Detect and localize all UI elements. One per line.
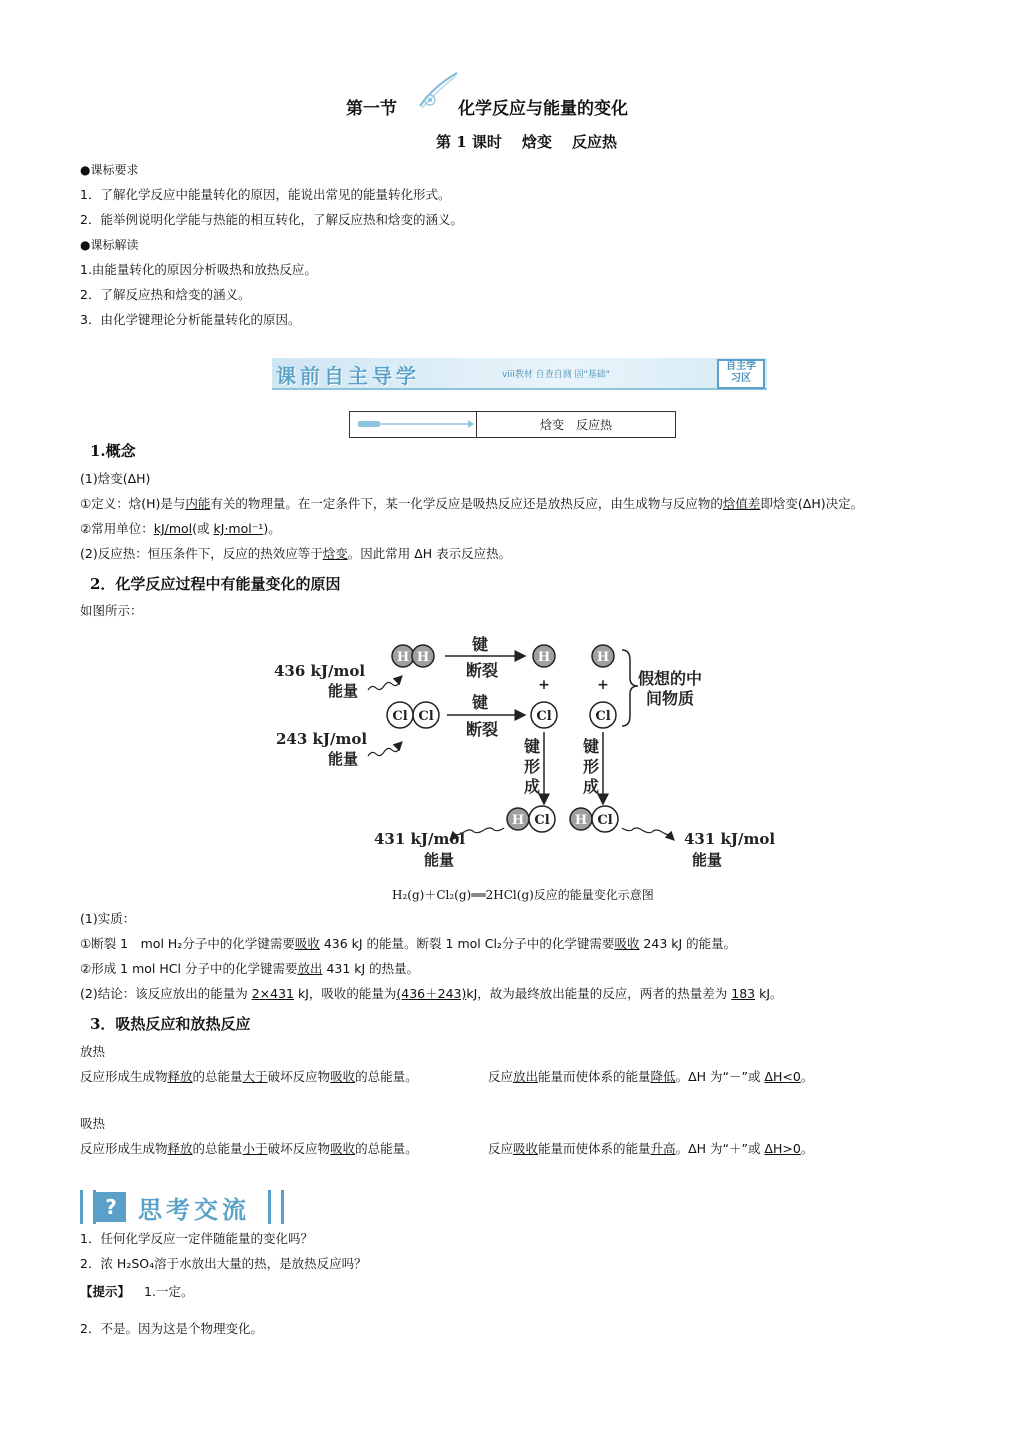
brace-icon [622, 650, 638, 726]
def-part-c: 即焓变(ΔH)决定。 [760, 496, 864, 511]
exo-r-a: 反应 [488, 1069, 514, 1084]
hcl-energy-out-1: 431 kJ/mol [374, 830, 466, 848]
endo-r-u1: 吸收 [513, 1141, 539, 1156]
essence-1-u2: 吸收 [614, 936, 640, 951]
question-icon: ? [96, 1192, 126, 1222]
conclusion-u1: 2×431 [251, 986, 294, 1001]
interpretation-item-2: 2．了解反应热和焓变的涵义。 [80, 287, 251, 302]
essence-1-c: 243 kJ 的能量。 [639, 936, 737, 951]
enthalpy-label: (1)焓变(ΔH) [80, 471, 151, 486]
exothermic-left [80, 1069, 418, 1085]
exo-l-a: 反应形成生成物 [80, 1069, 168, 1084]
endo-l-b: 的总能量 [192, 1141, 243, 1156]
plus-1: + [538, 677, 550, 693]
energy-change-diagram [260, 622, 790, 882]
def-underline-internal-energy: 内能 [185, 496, 211, 511]
interpretation-heading: ●课标解读 [80, 238, 139, 252]
form-label-2a: 键 [582, 737, 600, 756]
endothermic-right [488, 1141, 813, 1157]
section-box-arrow-cell [350, 412, 477, 437]
exo-r-d: 。 [800, 1069, 814, 1084]
banner-title: 课前自主导学 [276, 364, 420, 388]
endo-l-u2: 小于 [242, 1141, 268, 1156]
atom-h-mid-2-label: H [596, 650, 610, 665]
endo-r-a: 反应 [488, 1141, 514, 1156]
double-bar-icon [80, 1190, 96, 1224]
def-part-b: 有关的物理量。在一定条件下，某一化学反应是吸热反应还是放热反应，由生成物与反应物的 [210, 496, 723, 511]
form-label-2b: 形 [582, 757, 600, 776]
hcl-1-cl-label: Cl [534, 813, 550, 828]
atom-cl-mid-1-label: Cl [536, 709, 552, 724]
endo-l-d: 的总能量。 [355, 1141, 418, 1156]
requirements-heading: ●课标要求 [80, 163, 139, 177]
endo-l-a: 反应形成生成物 [80, 1141, 168, 1156]
hcl-2-h-label: H [574, 813, 588, 828]
endo-l-u3: 吸收 [330, 1141, 356, 1156]
exothermic-label: 放热 [80, 1044, 106, 1059]
pre-class-banner [272, 358, 767, 390]
exo-r-u1: 放出 [513, 1069, 539, 1084]
heat-part-b: 。因此常用 ΔH 表示反应热。 [347, 546, 512, 561]
clcl-energy-value: 243 kJ/mol [276, 730, 368, 748]
atom-h-1-label: H [396, 650, 410, 665]
conclusion-c: kJ，故为最终放出能量的反应，两者的热量差为 [466, 986, 732, 1001]
essence-2-a: ②形成 1 mol HCl 分子中的化学键需要 [80, 961, 298, 976]
hcl-energy-out-2: 431 kJ/mol [684, 830, 776, 848]
essence-line-1 [80, 936, 736, 952]
reactions-heading: 3．吸热反应和放热反应 [90, 1015, 251, 1033]
conclusion-b: kJ，吸收的能量为 [293, 986, 397, 1001]
badge-line-2: 习区 [731, 373, 751, 384]
hh-energy-value: 436 kJ/mol [274, 662, 366, 680]
endo-r-b: 能量而使体系的能量 [538, 1141, 651, 1156]
unit-underline-2: kJ·mol⁻¹ [213, 521, 264, 536]
essence-1-u1: 吸收 [294, 936, 320, 951]
concept-heading: 1.概念 [90, 442, 136, 460]
exo-r-u3: ΔH<0 [764, 1069, 801, 1084]
interpretation-item-1: 1.由能量转化的原因分析吸热和放热反应。 [80, 262, 317, 277]
conclusion-line [80, 986, 783, 1002]
endo-r-u2: 升高 [650, 1141, 676, 1156]
plus-2: + [597, 677, 609, 693]
hypothetical-label-2: 间物质 [646, 689, 695, 708]
exo-r-b: 能量而使体系的能量 [538, 1069, 651, 1084]
section-box-label: 焓变 反应热 [539, 418, 612, 432]
endo-l-u1: 释放 [167, 1141, 193, 1156]
hcl-2-cl-label: Cl [597, 813, 613, 828]
hcl-energy-word-1: 能量 [424, 851, 455, 869]
wavy-arrow-in-1 [368, 682, 400, 690]
essence-2-u: 放出 [297, 961, 323, 976]
question-1: 1．任何化学反应一定伴随能量的变化吗？ [80, 1231, 313, 1246]
form-label-1b: 形 [523, 757, 541, 776]
double-bar-icon-right [268, 1190, 284, 1224]
wavy-arrow-out-2 [622, 828, 672, 835]
conclusion-u2: (436＋243) [396, 986, 467, 1001]
def-part-a: ①定义：焓(H)是与 [80, 496, 186, 511]
clcl-energy-word: 能量 [328, 750, 359, 768]
requirement-item-1: 1．了解化学反应中能量转化的原因，能说出常见的能量转化形式。 [80, 187, 451, 202]
hypothetical-label-1: 假想的中 [638, 669, 703, 688]
exo-l-c: 破坏反应物 [267, 1069, 331, 1084]
lesson-topic-enthalpy: 焓变 [522, 133, 553, 151]
diagram-caption: H₂(g)＋Cl₂(g)══2HCl(g)反应的能量变化示意图 [392, 888, 654, 902]
conclusion-a: (2)结论：该反应放出的能量为 [80, 986, 252, 1001]
exo-l-u3: 吸收 [330, 1069, 356, 1084]
endo-r-u3: ΔH>0 [764, 1141, 801, 1156]
atom-cl-2-label: Cl [418, 709, 434, 724]
break-label-2b: 断裂 [465, 720, 499, 739]
enthalpy-definition [80, 496, 863, 512]
def-underline-enthalpy-difference: 焓值差 [722, 496, 761, 511]
form-label-1a: 键 [523, 737, 541, 756]
unit-part-b: (或 [192, 521, 214, 536]
requirement-item-2: 2．能举例说明化学能与热能的相互转化，了解反应热和焓变的涵义。 [80, 212, 463, 227]
break-label-2a: 键 [471, 693, 489, 712]
exo-l-u2: 大于 [242, 1069, 268, 1084]
hcl-energy-word-2: 能量 [692, 851, 723, 869]
atom-cl-1-label: Cl [392, 709, 408, 724]
heat-part-a: (2)反应热：恒压条件下，反应的热效应等于 [80, 546, 323, 561]
endothermic-left [80, 1141, 418, 1157]
comet-decoration-icon [412, 72, 458, 114]
hcl-1-h-label: H [511, 813, 525, 828]
conclusion-u3: 183 [731, 986, 756, 1001]
enthalpy-unit [80, 521, 281, 537]
exo-l-u1: 释放 [167, 1069, 193, 1084]
section-label-box [349, 411, 676, 438]
exothermic-right [488, 1069, 813, 1085]
answer-2: 2．不是。因为这是个物理变化。 [80, 1321, 263, 1336]
endo-r-c: 。ΔH 为“＋”或 [675, 1141, 765, 1156]
endo-r-d: 。 [800, 1141, 814, 1156]
essence-2-b: 431 kJ 的热量。 [322, 961, 420, 976]
badge-line-1: 自主学 [726, 361, 756, 372]
exo-r-c: 。ΔH 为“－”或 [675, 1069, 765, 1084]
banner-subtitle: viii教材 自查自测 固"基础" [502, 370, 610, 380]
lesson-topic-heat: 反应热 [572, 133, 618, 151]
reaction-heat-definition [80, 546, 511, 562]
form-label-1c: 成 [523, 777, 541, 796]
atom-h-mid-1-label: H [537, 650, 551, 665]
exo-l-d: 的总能量。 [355, 1069, 418, 1084]
unit-underline-1: kJ/mol [153, 521, 193, 536]
unit-part-a: ②常用单位： [80, 521, 154, 536]
wavy-arrow-in-2 [368, 748, 400, 756]
reason-intro: 如图所示： [80, 603, 143, 618]
conclusion-d: kJ。 [755, 986, 783, 1001]
endothermic-label: 吸热 [80, 1116, 106, 1131]
self-study-badge [717, 359, 765, 389]
page-title: 化学反应与能量的变化 [458, 99, 628, 119]
hint-label: 【提示】 [80, 1284, 131, 1299]
think-exchange-title: 思考交流 [138, 1195, 250, 1224]
exo-l-b: 的总能量 [192, 1069, 243, 1084]
arrow-icon [350, 412, 476, 437]
exo-r-u2: 降低 [650, 1069, 676, 1084]
heat-underline-enthalpy-change: 焓变 [322, 546, 348, 561]
reason-heading: 2．化学反应过程中有能量变化的原因 [90, 575, 341, 593]
answer-1: 1.一定。 [144, 1284, 194, 1299]
section-number: 第一节 [346, 99, 397, 119]
lesson-number: 第 1 课时 [436, 133, 502, 151]
interpretation-item-3: 3．由化学键理论分析能量转化的原因。 [80, 312, 301, 327]
atom-h-2-label: H [416, 650, 430, 665]
essence-line-2 [80, 961, 419, 977]
break-label-1b: 断裂 [465, 661, 499, 680]
essence-1-b: 436 kJ 的能量。断裂 1 mol Cl₂分子中的化学键需要 [319, 936, 615, 951]
break-label-1a: 键 [471, 635, 489, 654]
atom-cl-mid-2-label: Cl [595, 709, 611, 724]
essence-label: (1)实质： [80, 911, 136, 926]
essence-1-a: ①断裂 1 mol H₂分子中的化学键需要 [80, 936, 295, 951]
form-label-2c: 成 [582, 777, 600, 796]
question-2: 2．浓 H₂SO₄溶于水放出大量的热，是放热反应吗？ [80, 1256, 367, 1271]
endo-l-c: 破坏反应物 [267, 1141, 331, 1156]
unit-part-c: )。 [263, 521, 281, 536]
hh-energy-word: 能量 [328, 682, 359, 700]
